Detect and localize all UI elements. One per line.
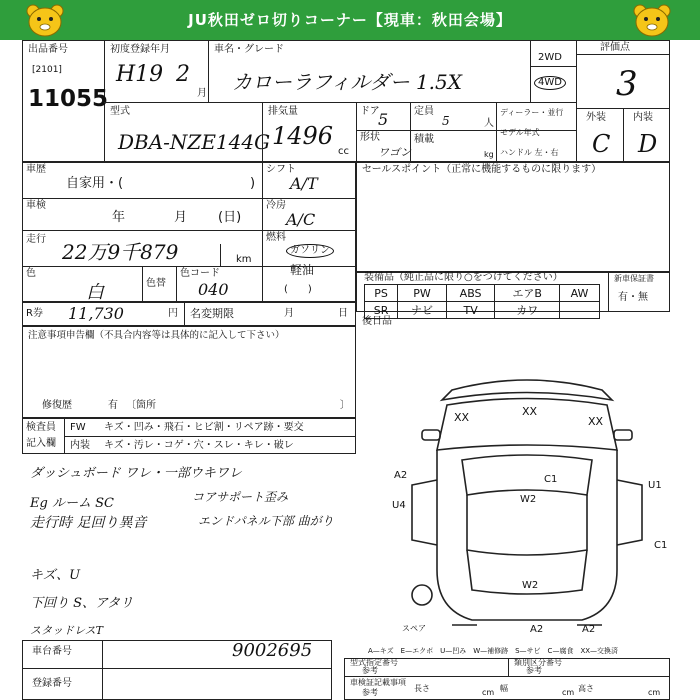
new-warranty-value: 有・無 bbox=[618, 292, 648, 303]
inspection-day: (日) bbox=[218, 210, 242, 225]
model-value: DBA-NZE144G bbox=[118, 130, 271, 154]
capacity-label: 定員 bbox=[414, 106, 434, 117]
handle-label: ハンドル 左・右 bbox=[500, 148, 559, 157]
remark-right-2: エンドパネル下部 曲がり bbox=[198, 514, 334, 528]
score-value: 3 bbox=[616, 64, 638, 104]
score-label: 評価点 bbox=[600, 42, 630, 53]
dims-width: 幅 bbox=[500, 684, 508, 693]
check-fw-items: キズ・凹み・飛石・ヒビ割・リペア跡・要交 bbox=[104, 422, 304, 433]
auction-sheet bbox=[22, 40, 670, 700]
dims-height: 高さ bbox=[578, 684, 594, 693]
remark-1: ダッシュボード ワレ・一部ウキワレ bbox=[30, 466, 242, 481]
damage-mark-8: W2 bbox=[520, 494, 537, 505]
remark-4: キズ、U bbox=[30, 568, 81, 583]
body-type-label: 形状 bbox=[360, 132, 380, 143]
type-spec-label: 型式指定番号 bbox=[350, 658, 398, 667]
type-spec-sub: 参考 bbox=[362, 666, 378, 675]
fuel-paren: ( ) bbox=[284, 284, 312, 295]
sales-points-box bbox=[356, 162, 670, 272]
reg-no-label: 登録番号 bbox=[32, 678, 72, 689]
first-reg-label: 初度登録年月 bbox=[110, 44, 170, 55]
remark-6: スタッドレスT bbox=[30, 624, 104, 637]
new-warranty-label: 新車保証書 bbox=[614, 274, 654, 283]
car-name-value: カローラフィルダー 1.5X bbox=[232, 70, 463, 94]
damage-mark-2: XX bbox=[522, 405, 538, 418]
check-int: 内装 bbox=[70, 440, 90, 451]
dealer-label: ディーラー・並行 bbox=[500, 108, 564, 117]
first-reg-year: H19 bbox=[116, 62, 164, 87]
displacement-value: 1496 bbox=[272, 122, 334, 150]
shift-value: A/T bbox=[290, 174, 318, 193]
remark-3: 走行時 足回り異音 bbox=[30, 515, 147, 531]
damage-mark-12: A2 bbox=[582, 624, 596, 635]
equip-empty bbox=[560, 302, 600, 319]
header-title: JU秋田ゼロ切りコーナー【現車：秋田会場】 bbox=[188, 11, 512, 29]
fuel-label: 燃料 bbox=[266, 232, 286, 243]
equip-navi: ナビ bbox=[398, 302, 447, 319]
damage-mark-6: U1 bbox=[648, 480, 662, 491]
first-reg-unit: 月 bbox=[197, 88, 207, 99]
equip-tv: TV bbox=[446, 302, 494, 319]
body-type-value: ワゴン bbox=[378, 146, 411, 159]
equip-pw: PW bbox=[398, 285, 447, 302]
lot-number: 11055 bbox=[28, 86, 109, 112]
inspection-year: 年 bbox=[112, 210, 126, 225]
lot-sub: [2101] bbox=[32, 65, 62, 75]
damage-mark-4: A2 bbox=[394, 470, 408, 481]
history-close: ) bbox=[250, 176, 256, 191]
remark-2: Eg ルーム SC bbox=[30, 496, 114, 511]
capacity-value: 5 bbox=[442, 114, 450, 128]
aftermarket-label: 後日品 bbox=[362, 316, 392, 327]
check-fw: FW bbox=[70, 422, 86, 433]
history-label: 車歴 bbox=[26, 164, 46, 175]
plate-label: 車台番号 bbox=[32, 646, 72, 657]
doors-value: 5 bbox=[378, 110, 389, 129]
mileage-unit: km bbox=[236, 254, 252, 265]
shift-label: シフト bbox=[266, 164, 296, 175]
color-code-value: 040 bbox=[198, 280, 229, 299]
inspection-label: 車検 bbox=[26, 200, 46, 211]
equip-aw: AW bbox=[560, 285, 600, 302]
color-code-label: 色コード bbox=[180, 268, 220, 279]
diagram-legend: A—キズ E—エクボ U—凹み W—補修跡 S—サビ C—腐食 XX—交換済 bbox=[368, 647, 619, 655]
damage-mark-7: U4 bbox=[392, 500, 406, 511]
deadline-month: 月 bbox=[284, 308, 294, 319]
aircon-value: A/C bbox=[286, 210, 316, 229]
equip-ps: PS bbox=[365, 285, 398, 302]
damage-mark-1: XX bbox=[454, 411, 470, 424]
dims-unit-1: cm bbox=[482, 688, 495, 697]
displacement-unit: cc bbox=[338, 146, 349, 157]
first-reg-month: 2 bbox=[176, 62, 190, 87]
damage-mark-5: C1 bbox=[544, 474, 558, 485]
repair-close: 〕 bbox=[340, 400, 350, 411]
aircon-label: 冷房 bbox=[266, 200, 286, 211]
inspector-label: 検査員 bbox=[26, 422, 56, 433]
equipment-table bbox=[364, 284, 600, 319]
inspection-month: 月 bbox=[174, 210, 188, 225]
equipment-label: 装備品（純正品に限り○をつけてください） bbox=[364, 272, 563, 283]
model-label: 型式 bbox=[110, 106, 130, 117]
fuel-gas: ガソリン bbox=[286, 244, 334, 258]
damage-mark-9: C1 bbox=[654, 540, 668, 551]
model-year-label: モデル年式 bbox=[500, 128, 540, 137]
capacity-unit: 人 bbox=[484, 118, 494, 129]
equip-leather: カワ bbox=[495, 302, 560, 319]
exterior-label: 外装 bbox=[586, 112, 606, 123]
damage-mark-11: A2 bbox=[530, 624, 544, 635]
sales-points-label: セールスポイント（正常に機能するものに限ります） bbox=[362, 164, 602, 175]
load-label: 積載 bbox=[414, 134, 434, 145]
equip-abs: ABS bbox=[446, 285, 494, 302]
deadline-day: 日 bbox=[338, 308, 348, 319]
lot-label: 出品番号 bbox=[28, 44, 68, 55]
mileage-label: 走行 bbox=[26, 234, 46, 245]
damage-mark-3: XX bbox=[588, 415, 604, 428]
recycle-label: R券 bbox=[26, 308, 43, 319]
class-no-sub: 参考 bbox=[526, 666, 542, 675]
dims-sub: 参考 bbox=[362, 688, 378, 697]
color-change-label: 色替 bbox=[146, 278, 166, 289]
recycle-unit: 円 bbox=[168, 308, 178, 319]
interior-value: D bbox=[638, 130, 658, 158]
doors-label: ドア bbox=[360, 106, 380, 117]
history-value: 自家用・( bbox=[66, 176, 124, 191]
mileage-value: 22万9千879 bbox=[62, 240, 179, 264]
dims-unit-3: cm bbox=[648, 688, 661, 697]
spare-label: スペア bbox=[402, 624, 426, 633]
load-unit: kg bbox=[484, 150, 494, 159]
color-label: 色 bbox=[26, 268, 36, 279]
repair-value: 有 bbox=[108, 400, 118, 411]
interior-label: 内装 bbox=[633, 112, 653, 123]
inspector-sub-label: 記入欄 bbox=[26, 438, 56, 449]
displacement-label: 排気量 bbox=[268, 106, 298, 117]
fuel-diesel: 軽油 bbox=[290, 263, 315, 277]
dims-unit-2: cm bbox=[562, 688, 575, 697]
car-name-label: 車名・グレード bbox=[214, 44, 284, 55]
plate-value: 9002695 bbox=[232, 640, 313, 661]
dims-label: 車検証記載事項 bbox=[350, 678, 406, 687]
exterior-value: C bbox=[592, 130, 611, 158]
equip-airbag: エアB bbox=[495, 285, 560, 302]
drive-4wd: 4WD bbox=[534, 76, 566, 90]
repair-area: 〔箇所 bbox=[126, 400, 156, 411]
class-no-label: 類別区分番号 bbox=[514, 658, 562, 667]
mascot-icon bbox=[25, 3, 65, 37]
remark-right-1: コアサポート歪み bbox=[192, 490, 289, 504]
damage-mark-10: W2 bbox=[522, 580, 539, 591]
remark-5: 下回り S、アタリ bbox=[30, 596, 134, 611]
deadline-label: 名変期限 bbox=[190, 307, 234, 320]
repair-label: 修復歴 bbox=[42, 400, 72, 411]
dims-length: 長さ bbox=[414, 684, 430, 693]
check-int-items: キズ・汚レ・コゲ・穴・スレ・キレ・破レ bbox=[104, 440, 294, 451]
color-value: 白 bbox=[86, 282, 104, 303]
recycle-value: 11,730 bbox=[68, 304, 124, 323]
equip-sr: SR bbox=[365, 302, 398, 319]
notes-label: 注意事項申告欄（不具合内容等は具体的に記入して下さい） bbox=[28, 330, 285, 341]
mascot-icon bbox=[632, 3, 672, 37]
drive-2wd: 2WD bbox=[538, 52, 562, 63]
